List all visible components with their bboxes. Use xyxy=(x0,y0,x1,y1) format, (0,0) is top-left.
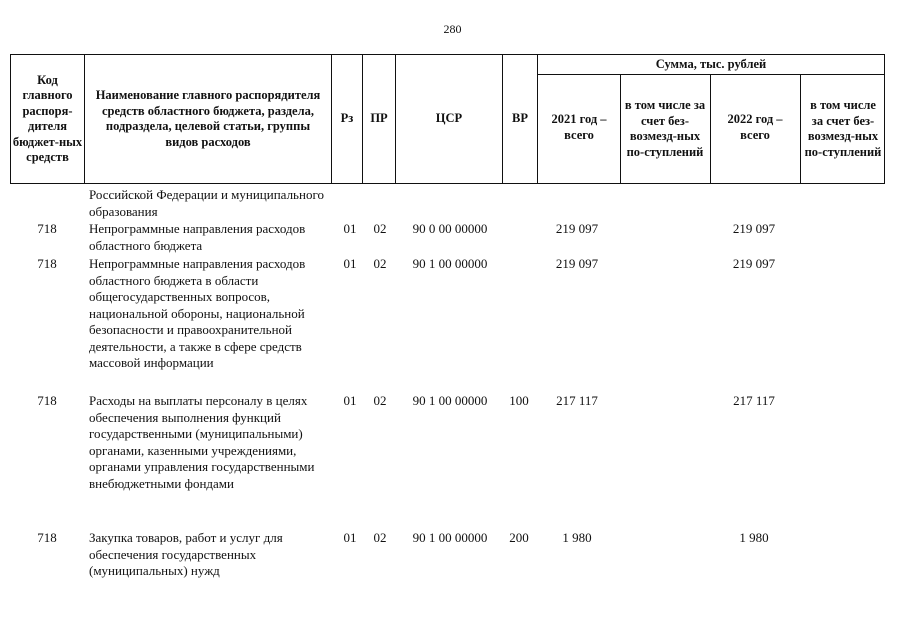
row-sum-2021: 217 117 xyxy=(556,393,598,408)
row-name: Расходы на выплаты персоналу в целях обеспечения выполнения функций государственными (муниципальными) органами, казенными учреждениями, органами управления государственными внебюджетными фондами xyxy=(89,393,315,491)
row-pr: 02 xyxy=(373,530,387,545)
table-header xyxy=(10,54,885,184)
row-pr: 02 xyxy=(373,393,387,408)
header-name: Наименование главного распорядителя средств областного бюджета, раздела, подраздела, целевой статьи, группы видов расходов xyxy=(95,88,321,149)
row-sum-2022: 217 117 xyxy=(733,393,775,408)
page-number: 280 xyxy=(443,22,462,36)
header-csr: ЦСР xyxy=(435,111,463,126)
row-pr: 02 xyxy=(373,256,387,271)
row-code: 718 xyxy=(37,256,57,271)
row-code: 718 xyxy=(37,221,57,236)
row-name: Непрограммные направления расходов областного бюджета в области общегосударственных вопросов, национальной обороны, национальной безопасности и правоохранительной деятельности, а также в сфере средств массовой информации xyxy=(89,256,306,370)
row-code: 718 xyxy=(37,530,57,545)
row-name: Непрограммные направления расходов областного бюджета xyxy=(89,221,306,253)
row-code: 718 xyxy=(37,393,57,408)
row-rz: 01 xyxy=(343,530,357,545)
header-vr: ВР xyxy=(512,111,528,126)
row-rz: 01 xyxy=(343,256,357,271)
row-sum-2021: 219 097 xyxy=(555,256,599,271)
row-vr: 200 xyxy=(509,530,529,545)
row-rz: 01 xyxy=(343,221,357,236)
row-sum-2022: 1 980 xyxy=(739,530,769,545)
header-2021-total: 2021 год – всего xyxy=(551,112,607,142)
header-sum-group: Сумма, тыс. рублей xyxy=(655,56,767,71)
row-pr: 02 xyxy=(373,221,387,236)
row-csr: 90 0 00 00000 xyxy=(412,221,488,236)
row-csr: 90 1 00 00000 xyxy=(412,256,488,271)
row-sum-2022: 219 097 xyxy=(732,221,776,236)
row-rz: 01 xyxy=(343,393,357,408)
header-2022-total: 2022 год – всего xyxy=(727,112,783,142)
row-sum-2021: 219 097 xyxy=(555,221,599,236)
row-csr: 90 1 00 00000 xyxy=(412,530,488,545)
row-vr: 100 xyxy=(509,393,529,408)
header-2021-free: в том числе за счет без-возмезд-ных по-ступлений xyxy=(624,98,706,159)
row-csr: 90 1 00 00000 xyxy=(412,393,488,408)
header-rz: Рз xyxy=(340,111,354,126)
row-name: Российской Федерации и муниципального образования xyxy=(89,187,324,219)
row-name: Закупка товаров, работ и услуг для обеспечения государственных (муниципальных) нужд xyxy=(89,530,283,578)
row-sum-2022: 219 097 xyxy=(732,256,776,271)
row-sum-2021: 1 980 xyxy=(562,530,592,545)
header-code: Код главного распоря-дителя бюджет-ных средств xyxy=(12,72,83,164)
header-pr: ПР xyxy=(370,111,388,126)
header-2022-free: в том числе за счет без-возмезд-ных по-ступлений xyxy=(804,98,882,159)
